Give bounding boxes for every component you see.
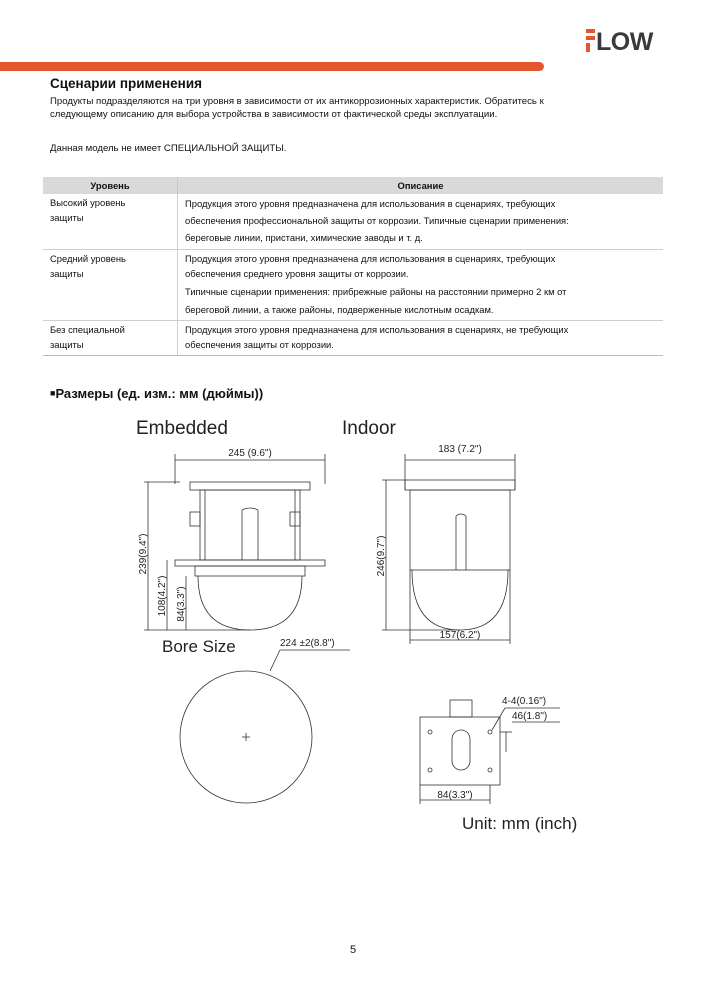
level-text: Средний уровень <box>50 253 126 264</box>
bracket-holes-label: 4-4(0.16") <box>502 696 547 707</box>
unit-label: Unit: mm (inch) <box>462 814 578 833</box>
description-cell <box>178 194 664 250</box>
level-text: защиты <box>50 212 84 223</box>
description-cell <box>178 321 664 356</box>
page-number: 5 <box>349 944 357 956</box>
table-row <box>43 321 663 356</box>
bullet-icon: ■ <box>50 388 56 398</box>
bore-size-view <box>162 637 350 803</box>
level-cell <box>43 321 178 356</box>
embedded-dome-label: 84(3.3") <box>176 586 187 622</box>
level-text: защиты <box>50 339 84 350</box>
embedded-width-label: 245 (9.6") <box>228 448 272 459</box>
description-text: обеспечения защиты от коррозии. <box>185 339 334 350</box>
level-cell <box>43 250 178 321</box>
flow-logo <box>586 26 672 52</box>
embedded-height-label: 239(9.4") <box>138 533 149 575</box>
embedded-label: Embedded <box>136 418 228 439</box>
scenarios-intro-line1: Продукты подразделяются на три уровня в зависимости от их антикоррозионных характеристик. Обратитесь к <box>50 96 544 107</box>
protection-level-table <box>43 177 663 356</box>
bore-size-label: Bore Size <box>162 637 236 656</box>
bracket-width-label: 84(3.3") <box>437 790 473 801</box>
description-text: береговой линии, а также районы, подверженные кислотным осадкам. <box>185 304 494 315</box>
bracket-view <box>420 696 577 833</box>
table-row <box>43 194 663 250</box>
level-cell <box>43 194 178 250</box>
description-cell <box>178 250 664 321</box>
indoor-label: Indoor <box>342 418 396 439</box>
description-text: Продукция этого уровня предназначена для использования в сценариях, не требующих <box>185 324 569 335</box>
indoor-view <box>342 418 515 644</box>
column-header-description: Описание <box>178 177 664 194</box>
embedded-view <box>136 418 325 630</box>
level-text: защиты <box>50 268 84 279</box>
description-text: обеспечения профессиональной защиты от коррозии. Типичные сценарии применения: <box>185 215 569 226</box>
embedded-mid-label: 108(4.2") <box>157 575 168 617</box>
dimension-drawings <box>120 412 600 842</box>
indoor-bottom-label: 157(6.2") <box>439 630 481 641</box>
svg-text:LOW: LOW <box>596 28 653 52</box>
dimensions-heading <box>50 386 263 401</box>
protection-note: Данная модель не имеет СПЕЦИАЛЬНОЙ ЗАЩИТЫ. <box>50 143 287 154</box>
indoor-width-label: 183 (7.2") <box>438 444 482 455</box>
scenarios-heading: Сценарии применения <box>50 76 203 91</box>
header-accent-bar <box>0 62 544 71</box>
column-header-level: Уровень <box>43 177 178 194</box>
bracket-spacing-label: 46(1.8") <box>512 711 548 722</box>
description-text: Типичные сценарии применения: прибрежные районы на расстоянии примерно 2 км от <box>185 286 567 297</box>
description-text: Продукция этого уровня предназначена для использования в сценариях, требующих <box>185 198 556 209</box>
level-text: Без специальной <box>50 324 125 335</box>
level-text: Высокий уровень <box>50 197 126 208</box>
scenarios-intro-line2: следующему описанию для выбора устройства в зависимости от фактической среды эксплуатации. <box>50 109 498 120</box>
dimensions-title-text: Размеры (ед. изм.: мм (дюймы)) <box>55 386 264 401</box>
table-row <box>43 250 663 321</box>
description-text: Продукция этого уровня предназначена для использования в сценариях, требующих <box>185 253 556 264</box>
description-text: обеспечения среднего уровня защиты от коррозии. <box>185 268 409 279</box>
description-text: береговые линии, пристани, химические заводы и т. д. <box>185 232 423 243</box>
indoor-height-label: 246(9.7") <box>376 535 387 577</box>
bore-diameter-label: 224 ±2(8.8") <box>280 638 335 649</box>
